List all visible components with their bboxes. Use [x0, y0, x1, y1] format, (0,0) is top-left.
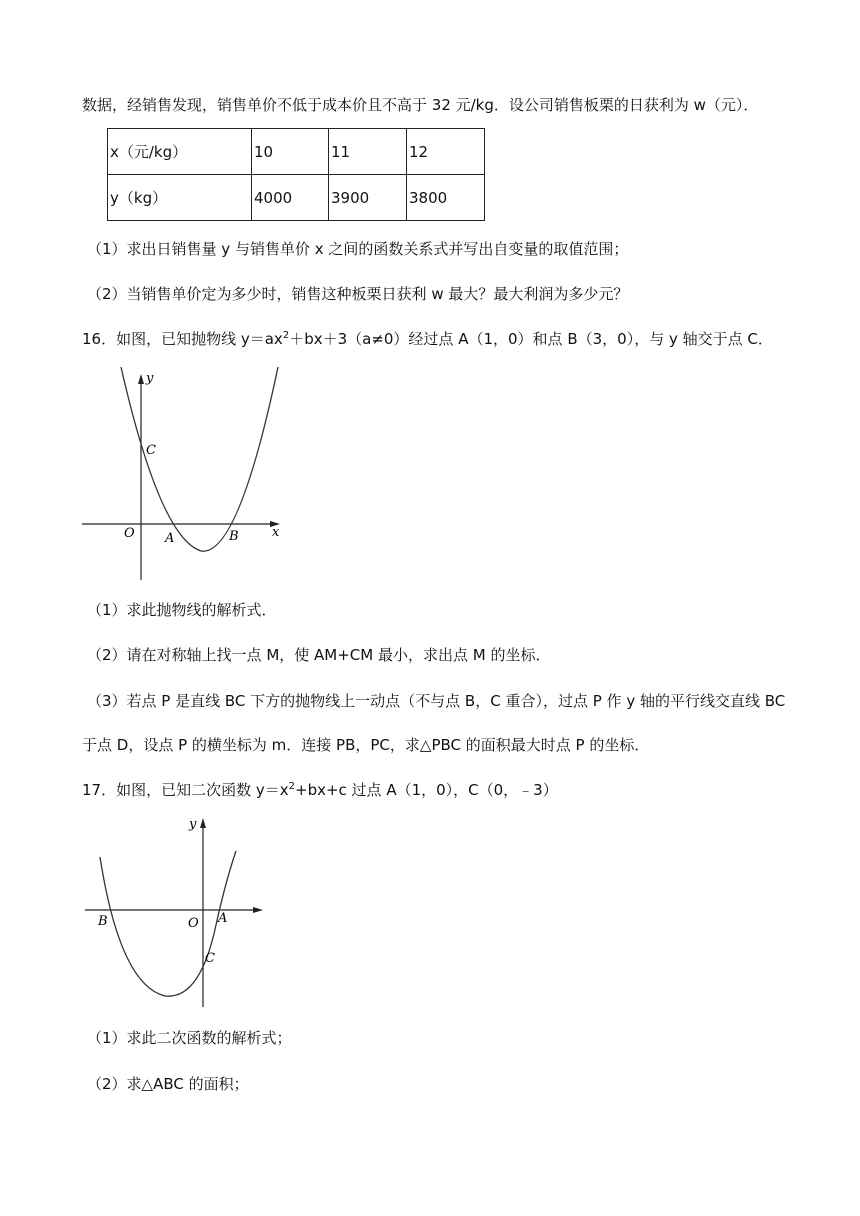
intro-text: 数据，经销售发现，销售单价不低于成本价且不高于 32 元/kg．设公司销售板栗的日获利为 w（元）．: [82, 96, 759, 114]
label-y: y: [189, 817, 197, 832]
label-x: x: [272, 525, 280, 540]
q16-part3-line2: 于点 D，设点 P 的横坐标为 m．连接 PB，PC，求△PBC 的面积最大时点 P 的坐标．: [82, 736, 650, 754]
x-axis-arrow-icon: [253, 907, 263, 913]
label-o: O: [124, 526, 135, 541]
label-b: B: [229, 529, 239, 544]
label-y: y: [146, 371, 154, 386]
q17-stem-b: +bx+c 过点 A（1，0），C（0，﹣3）: [295, 781, 558, 799]
q16-stem-a: 16．如图，已知抛物线 y＝ax: [82, 330, 283, 348]
parabola-curve: [100, 851, 236, 996]
q16-part1: （1）求此抛物线的解析式．: [87, 601, 277, 619]
label-c: C: [146, 443, 156, 458]
q17-stem-a: 17．如图，已知二次函数 y＝x: [82, 781, 289, 799]
label-o: O: [188, 916, 199, 931]
table-cell: 12: [407, 129, 485, 175]
label-a: A: [165, 531, 175, 546]
q16-part2: （2）请在对称轴上找一点 M，使 AM+CM 最小，求出点 M 的坐标．: [87, 646, 551, 664]
y-axis-arrow-icon: [200, 818, 206, 828]
label-c: C: [205, 951, 215, 966]
q17-part1: （1）求此二次函数的解析式；: [87, 1029, 292, 1047]
label-b: B: [98, 914, 108, 929]
table-cell: 3800: [407, 175, 485, 221]
table-cell: 11: [329, 129, 407, 175]
q17-part2: （2）求△ABC 的面积；: [87, 1075, 249, 1093]
table-cell: 4000: [252, 175, 329, 221]
table-cell: y（kg）: [108, 175, 252, 221]
q16-stem-sup: 2: [282, 330, 290, 341]
q17-stem-sup: 2: [288, 781, 295, 792]
table-cell: 3900: [329, 175, 407, 221]
q15-part1: （1）求出日销售量 y 与销售单价 x 之间的函数关系式并写出自变量的取值范围；: [87, 240, 629, 258]
q15-part2: （2）当销售单价定为多少时，销售这种板栗日获利 w 最大？最大利润为多少元？: [87, 285, 629, 303]
table-cell: 10: [252, 129, 329, 175]
label-a: A: [218, 911, 228, 926]
table-cell: x（元/kg）: [108, 129, 252, 175]
q16-stem-b: ＋bx＋3（a≠0）经过点 A（1，0）和点 B（3，0），与 y 轴交于点 C．: [289, 330, 773, 348]
q16-part3-line1: （3）若点 P 是直线 BC 下方的抛物线上一动点（不与点 B，C 重合），过点 P 作 y 轴的平行线交直线 BC: [87, 692, 786, 710]
